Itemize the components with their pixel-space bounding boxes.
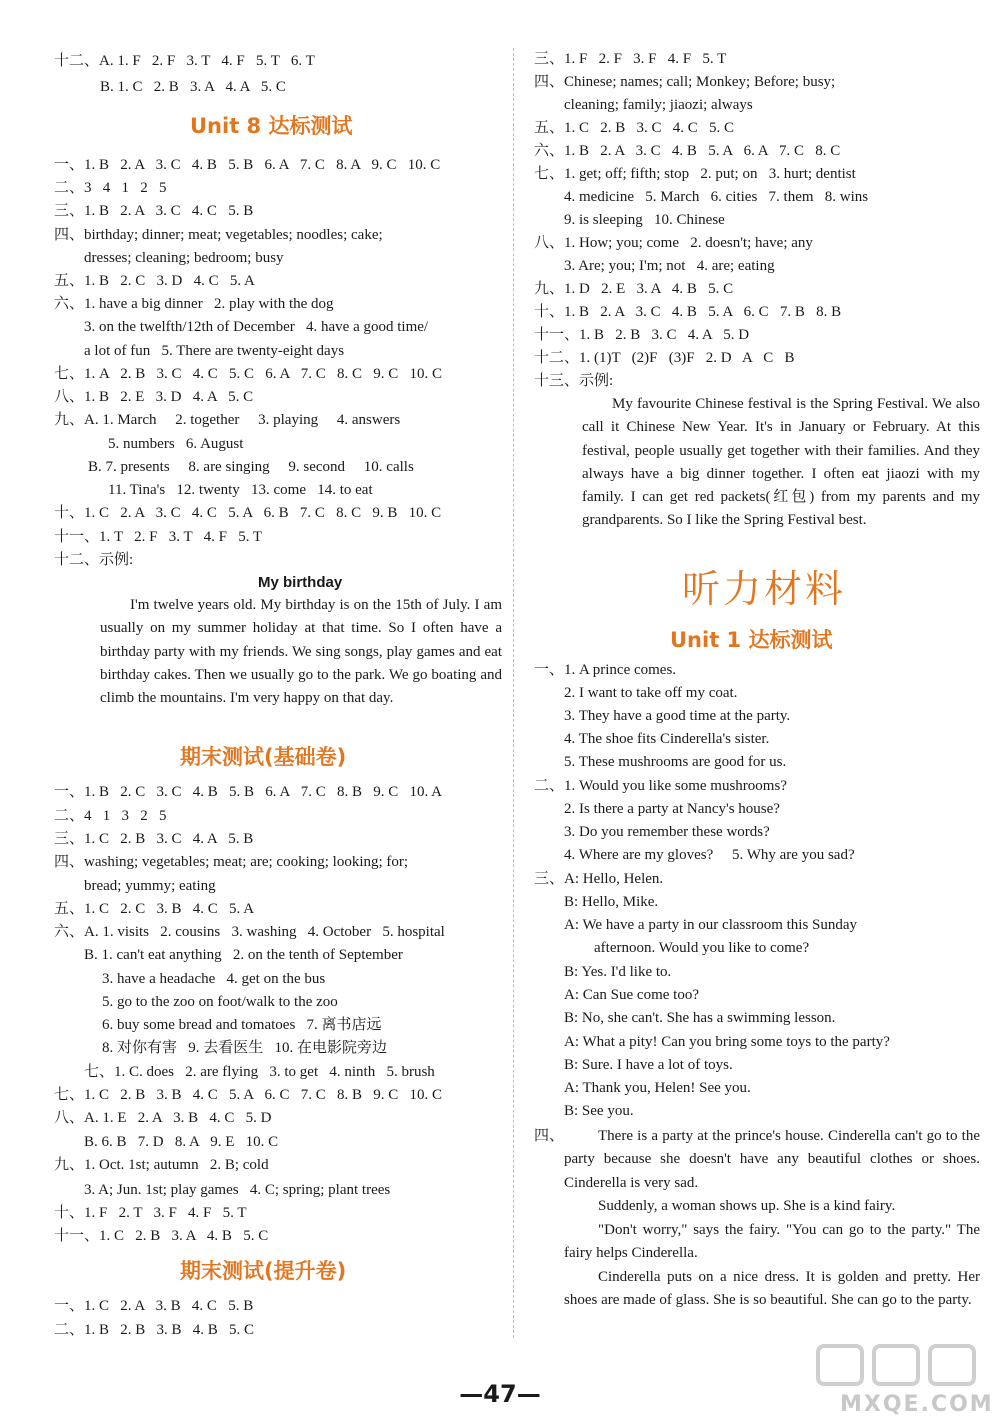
- answer-line: 九、1. D 2. E 3. A 4. B 5. C: [534, 281, 734, 297]
- answer-line: 十一、1. B 2. B 3. C 4. A 5. D: [534, 327, 750, 343]
- answer-line: 一、1. B 2. C 3. C 4. B 5. B 6. A 7. C 8. B 9. C 10. A: [54, 784, 442, 800]
- section-title-final-advanced: 期末测试(提升卷): [180, 1259, 347, 1283]
- answer-line: 二、4 1 3 2 5: [54, 808, 167, 824]
- listening-line: 2. Is there a party at Nancy's house?: [564, 801, 780, 817]
- answer-line: 8. 对你有害 9. 去看医生 10. 在电影院旁边: [102, 1040, 388, 1056]
- answer-line: 七、1. get; off; fifth; stop 2. put; on 3. hurt; dentist: [534, 166, 856, 182]
- answer-line: 七、1. A 2. B 3. C 4. C 5. C 6. A 7. C 8. C 9. C 10. C: [54, 366, 442, 382]
- answer-line: B. 1. can't eat anything 2. on the tenth of September: [84, 947, 403, 963]
- answer-line: 九、1. Oct. 1st; autumn 2. B; cold: [54, 1157, 269, 1173]
- answer-line: 三、1. B 2. A 3. C 4. C 5. B: [54, 203, 254, 219]
- answer-line: 九、A. 1. March 2. together 3. playing 4. answers: [54, 412, 401, 428]
- answer-line: 二、1. B 2. B 3. B 4. B 5. C: [54, 1322, 255, 1338]
- answer-line: 6. buy some bread and tomatoes 7. 离书店远: [102, 1017, 382, 1033]
- answer-line: cleaning; family; jiaozi; always: [564, 97, 753, 113]
- answer-line: 一、1. B 2. A 3. C 4. B 5. B 6. A 7. C 8. A 9. C 10. C: [54, 157, 441, 173]
- listening-line: 四、: [534, 1128, 565, 1144]
- answer-line: 十二、A. 1. F 2. F 3. T 4. F 5. T 6. T: [54, 53, 315, 69]
- answer-line: 三、1. F 2. F 3. F 4. F 5. T: [534, 51, 727, 67]
- answer-line: B. 1. C 2. B 3. A 4. A 5. C: [100, 79, 286, 95]
- listening-line: 三、A: Hello, Helen.: [534, 871, 664, 887]
- festival-essay: My favourite Chinese festival is the Spring Festival. We also call it Chinese New Year. It's in January or February. At this festival, people usually get together with their families. And they always have a big dinner together. I often eat jiaozi with my family. I can get red packets(红包) from my parents and my grandparents. So I like the Spring Festival best.: [582, 396, 980, 529]
- page-number: —47—: [459, 1380, 541, 1408]
- answer-line: 十一、1. C 2. B 3. A 4. B 5. C: [54, 1228, 269, 1244]
- answer-line: 八、1. How; you; come 2. doesn't; have; any: [534, 235, 813, 251]
- listening-line: 5. These mushrooms are good for us.: [564, 754, 787, 770]
- listening-line: A: Thank you, Helen! See you.: [564, 1080, 751, 1096]
- listening-line: 4. The shoe fits Cinderella's sister.: [564, 731, 770, 747]
- answer-line: 9. is sleeping 10. Chinese: [564, 212, 725, 228]
- listening-line: afternoon. Would you like to come?: [594, 940, 810, 956]
- answer-line: 七、1. C 2. B 3. B 4. C 5. A 6. C 7. C 8. B 9. C 10. C: [54, 1087, 442, 1103]
- answer-line: 四、washing; vegetables; meat; are; cooking; looking; for;: [54, 854, 409, 870]
- answer-line: 3. on the twelfth/12th of December 4. have a good time/: [84, 319, 429, 335]
- essay-title: My birthday: [258, 574, 343, 591]
- listening-line: 3. They have a good time at the party.: [564, 708, 791, 724]
- answer-line: 五、1. C 2. B 3. C 4. C 5. C: [534, 120, 735, 136]
- answer-line: 五、1. B 2. C 3. D 4. C 5. A: [54, 273, 255, 289]
- listening-line: 二、1. Would you like some mushrooms?: [534, 778, 787, 794]
- listening-line: 4. Where are my gloves? 5. Why are you sad?: [564, 847, 855, 863]
- answer-line: 5. go to the zoo on foot/walk to the zoo: [102, 994, 338, 1010]
- answer-line: bread; yummy; eating: [84, 878, 216, 894]
- listening-line: B: No, she can't. She has a swimming lesson.: [564, 1010, 836, 1026]
- essay-text: I'm twelve years old. My birthday is on the 15th of July. I am usually on my summer holiday at that time. So I often have a birthday party with my friends. We sing songs, play games and eat birthday cakes. Then we usually go to the park. We go boating and climb the mountains. I'm very happy on that day.: [100, 597, 502, 707]
- answer-line: 一、1. C 2. A 3. B 4. C 5. B: [54, 1298, 254, 1314]
- answer-line: B. 6. B 7. D 8. A 9. E 10. C: [84, 1134, 279, 1150]
- answer-line: 四、birthday; dinner; meat; vegetables; noodles; cake;: [54, 227, 383, 243]
- answer-line: 3. Are; you; I'm; not 4. are; eating: [564, 258, 775, 274]
- story-paragraph: There is a party at the prince's house. Cinderella can't go to the party because she doesn't have any beautiful clothes or shoes. Cinderella is very sad.: [564, 1128, 980, 1191]
- answer-line: 四、Chinese; names; call; Monkey; Before; busy;: [534, 74, 836, 90]
- story-paragraph: "Don't worry," says the fairy. "You can go to the party." The fairy helps Cinderella.: [564, 1222, 980, 1262]
- answer-line: B. 7. presents 8. are singing 9. second 10. calls: [88, 459, 414, 475]
- answer-line: 十二、示例:: [54, 552, 134, 568]
- story-paragraph: Cinderella puts on a nice dress. It is golden and pretty. Her shoes are made of glass. She is so beautiful. She can go to the party.: [564, 1269, 980, 1309]
- answer-line: 3. A; Jun. 1st; play games 4. C; spring; plant trees: [84, 1182, 391, 1198]
- answer-line: 七、1. C. does 2. are flying 3. to get 4. ninth 5. brush: [84, 1064, 435, 1080]
- listening-line: B: Yes. I'd like to.: [564, 964, 672, 980]
- answer-line: 十、1. F 2. T 3. F 4. F 5. T: [54, 1205, 247, 1221]
- answer-line: 11. Tina's 12. twenty 13. come 14. to eat: [108, 482, 373, 498]
- section-title-unit8: Unit 8 达标测试: [190, 114, 353, 138]
- section-title-final-basic: 期末测试(基础卷): [180, 745, 347, 769]
- listening-title: 听力材料: [682, 567, 847, 611]
- answer-line: 六、1. B 2. A 3. C 4. B 5. A 6. A 7. C 8. C: [534, 143, 841, 159]
- answer-line: 八、A. 1. E 2. A 3. B 4. C 5. D: [54, 1110, 272, 1126]
- story-paragraph: Suddenly, a woman shows up. She is a kind fairy.: [598, 1198, 896, 1214]
- listening-line: A: We have a party in our classroom this Sunday: [564, 917, 858, 933]
- answer-line: 八、1. B 2. E 3. D 4. A 5. C: [54, 389, 254, 405]
- watermark-text: MXQE.COM: [840, 1392, 994, 1417]
- answer-line: 5. numbers 6. August: [108, 436, 244, 452]
- answer-line: 五、1. C 2. C 3. B 4. C 5. A: [54, 901, 255, 917]
- listening-line: 3. Do you remember these words?: [564, 824, 770, 840]
- answer-line: 十一、1. T 2. F 3. T 4. F 5. T: [54, 529, 263, 545]
- answer-line: 4. medicine 5. March 6. cities 7. them 8. wins: [564, 189, 869, 205]
- column-divider: [513, 48, 514, 1338]
- answer-line: dresses; cleaning; bedroom; busy: [84, 250, 284, 266]
- section-title-unit1: Unit 1 达标测试: [670, 628, 833, 652]
- answer-line: 十、1. C 2. A 3. C 4. C 5. A 6. B 7. C 8. C 9. B 10. C: [54, 505, 442, 521]
- listening-line: B: Sure. I have a lot of toys.: [564, 1057, 733, 1073]
- answer-line: 二、3 4 1 2 5: [54, 180, 167, 196]
- answer-line: 十二、1. (1)T (2)F (3)F 2. D A C B: [534, 350, 795, 366]
- answer-line: a lot of fun 5. There are twenty-eight days: [84, 343, 345, 359]
- answer-line: 六、1. have a big dinner 2. play with the dog: [54, 296, 334, 312]
- listening-line: A: What a pity! Can you bring some toys to the party?: [564, 1034, 890, 1050]
- answer-line: 十三、示例:: [534, 373, 614, 389]
- answer-line: 十、1. B 2. A 3. C 4. B 5. A 6. C 7. B 8. B: [534, 304, 842, 320]
- listening-line: B: Hello, Mike.: [564, 894, 659, 910]
- listening-line: B: See you.: [564, 1103, 634, 1119]
- listening-line: A: Can Sue come too?: [564, 987, 699, 1003]
- answer-line: 六、A. 1. visits 2. cousins 3. washing 4. October 5. hospital: [54, 924, 445, 940]
- answer-line: 3. have a headache 4. get on the bus: [102, 971, 326, 987]
- listening-line: 一、1. A prince comes.: [534, 662, 677, 678]
- answer-line: 三、1. C 2. B 3. C 4. A 5. B: [54, 831, 254, 847]
- listening-line: 2. I want to take off my coat.: [564, 685, 738, 701]
